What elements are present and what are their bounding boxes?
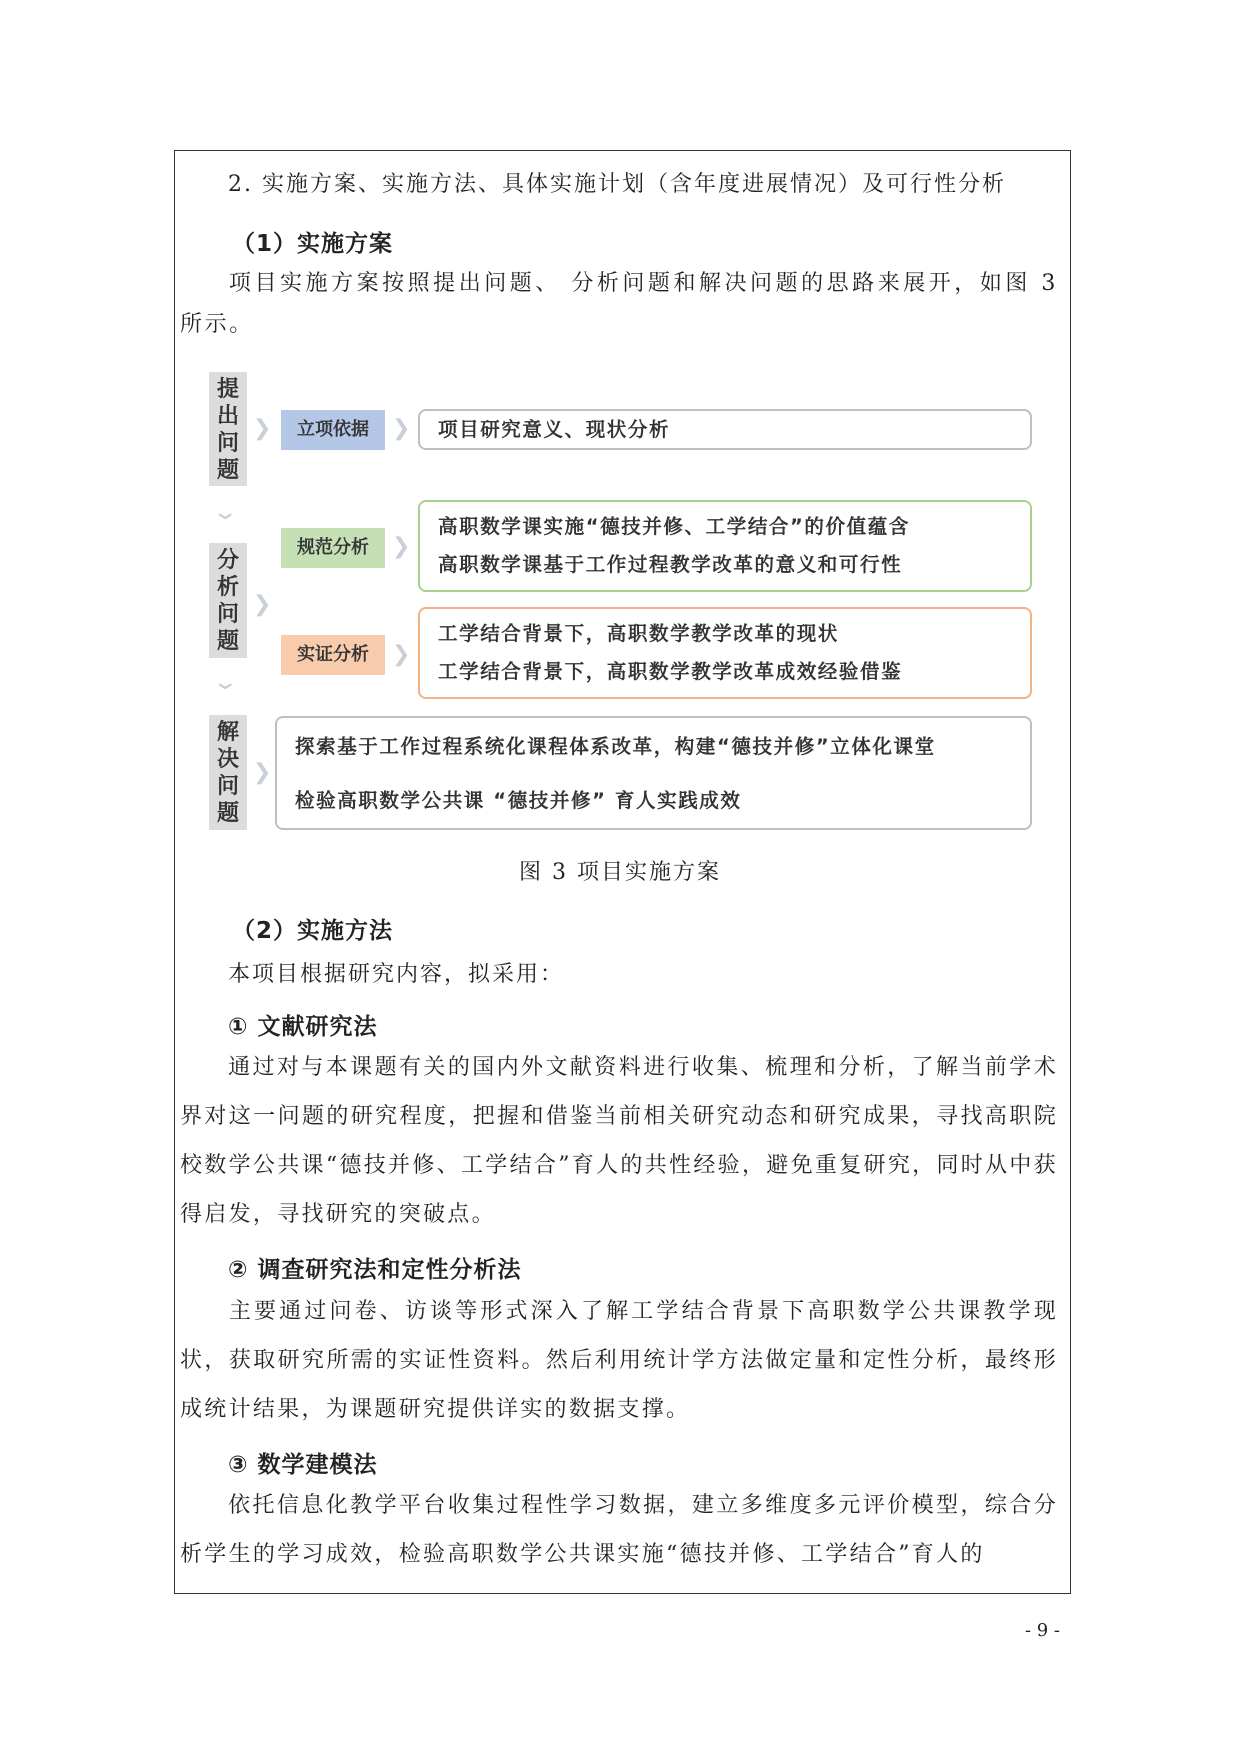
tag-project-basis: 立项依据 [281,410,385,450]
method-intro: 本项目根据研究内容，拟采用： [228,962,565,987]
chevron-down-icon: ⌄ [211,670,240,695]
method-1-title: ① 文献研究法 [228,1014,378,1040]
box-project-significance: 项目研究意义、现状分析 [418,409,1032,450]
chevron-right-icon: ❯ [392,416,411,441]
stage-label-solve-problem: 解决问题 [209,715,247,830]
chevron-right-icon: ❯ [392,534,411,559]
method-1-paragraph: 通过对与本课题有关的国内外文献资料进行收集、梳理和分析，了解当前学术界对这一问题的研究程度，把握和借鉴当前相关研究动态和研究成果，寻找高职院校数学公共课“德技并修、工学结合”育人的共性经验，避免重复研究，同时从中获得启发，寻找研究的突破点。 [180,1055,1058,1227]
chevron-right-icon: ❯ [253,416,272,441]
section-title: 2. 实施方案、实施方法、具体实施计划（含年度进展情况）及可行性分析 [228,172,1006,197]
stage-label-raise-problem: 提出问题 [209,372,247,486]
subsection-2-title: （2）实施方法 [232,918,394,944]
method-2-paragraph: 主要通过问卷、访谈等形式深入了解工学结合背景下高职数学公共课教学现状，获取研究所需的实证性资料。然后利用统计学方法做定量和定性分析，最终形成统计结果，为课题研究提供详实的数据支撑。 [180,1299,1058,1422]
method-3-title: ③ 数学建模法 [228,1452,378,1478]
chevron-right-icon: ❯ [253,760,272,785]
box-reform-status: 工学结合背景下，高职数学教学改革的现状 工学结合背景下，高职数学教学改革成效经验借鉴 [418,607,1032,699]
method-2-title: ② 调查研究法和定性分析法 [228,1257,522,1283]
method-3-paragraph: 依托信息化教学平台收集过程性学习数据，建立多维度多元评价模型，综合分析学生的学习成效，检验高职数学公共课实施“德技并修、工学结合”育人的 [180,1493,1058,1567]
chevron-right-icon: ❯ [253,592,272,617]
box-solution: 探索基于工作过程系统化课程体系改革，构建“德技并修”立体化课堂 检验高职数学公共课 “德技并修” 育人实践成效 [275,716,1032,830]
page-number: - 9 - [1024,1620,1060,1641]
tag-normative-analysis: 规范分析 [281,528,385,568]
figure-caption: 图 3 项目实施方案 [519,860,721,885]
box-value-analysis: 高职数学课实施“德技并修、工学结合”的价值蕴含 高职数学课基于工作过程教学改革的意义和可行性 [418,500,1032,592]
chevron-right-icon: ❯ [392,642,411,667]
stage-label-analyze-problem: 分析问题 [209,543,247,658]
chevron-down-icon: ⌄ [211,500,240,525]
subsection-1-title: （1）实施方案 [232,231,394,257]
intro-paragraph: 项目实施方案按照提出问题、 分析问题和解决问题的思路来展开，如图 3 所示。 [180,271,1058,337]
tag-empirical-analysis: 实证分析 [281,635,385,675]
